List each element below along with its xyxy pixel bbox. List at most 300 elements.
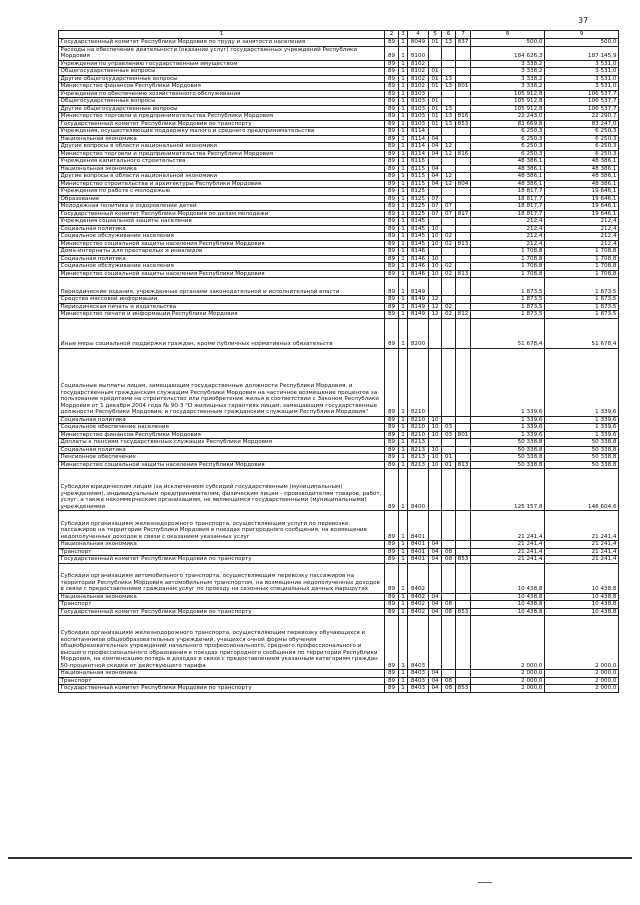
table-row — [59, 225, 619, 233]
table-cell: Средства массовой информации — [59, 296, 385, 304]
table-cell: 04 — [429, 541, 442, 549]
table-cell: 02 — [442, 240, 456, 248]
table-cell: 50 338,8 — [545, 446, 619, 454]
table-cell: Национальная экономика — [59, 135, 385, 143]
table-cell: 04 — [429, 556, 442, 564]
table-cell: 8213 — [408, 446, 429, 454]
table-row — [59, 685, 619, 693]
table-cell: Социальное обслуживание населения — [59, 263, 385, 271]
table-cell: Иные меры социальной поддержки граждан, кроме публичных нормативных обязательств — [59, 318, 385, 348]
table-cell: 89 — [385, 469, 399, 511]
table-cell: 21 241,4 — [545, 548, 619, 556]
table-cell — [429, 563, 442, 593]
table-cell: 1 — [399, 150, 408, 158]
table-cell — [456, 303, 471, 311]
table-cell: 21 241,4 — [545, 556, 619, 564]
table-cell: 1 — [399, 135, 408, 143]
table-cell: 1 — [399, 608, 408, 616]
table-cell: Социальное обеспечение населения — [59, 424, 385, 432]
table-cell: Социальная политика — [59, 255, 385, 263]
table-row — [59, 143, 619, 151]
table-cell: 1 — [399, 180, 408, 188]
table-cell — [429, 439, 442, 447]
table-cell: 1 — [399, 218, 408, 226]
table-cell: Учреждения социальной защиты населения — [59, 218, 385, 226]
table-cell — [456, 548, 471, 556]
table-cell — [429, 128, 442, 136]
column-header: 9 — [545, 31, 619, 39]
table-cell: 212,4 — [545, 218, 619, 226]
table-cell: 1 — [399, 113, 408, 121]
table-cell — [442, 439, 456, 447]
table-cell: 89 — [385, 120, 399, 128]
table-cell: 02 — [442, 311, 456, 319]
table-cell: 1 — [399, 83, 408, 91]
table-cell: 48 386,1 — [545, 165, 619, 173]
table-cell: 19 646,1 — [545, 203, 619, 211]
table-cell — [442, 616, 456, 670]
column-header: 7 — [456, 31, 471, 39]
table-cell: 1 — [399, 670, 408, 678]
table-cell — [429, 46, 442, 60]
table-row — [59, 303, 619, 311]
table-cell: Социальное обслуживание населения — [59, 233, 385, 241]
table-cell: 1 — [399, 556, 408, 564]
table-cell: Молодежная политика и оздоровление детей — [59, 203, 385, 211]
table-cell: 2 000,0 — [545, 685, 619, 693]
table-cell: 1 — [399, 616, 408, 670]
table-cell: 89 — [385, 431, 399, 439]
table-cell — [456, 188, 471, 196]
table-cell: 1 — [399, 548, 408, 556]
table-row — [59, 46, 619, 60]
table-cell: 212,4 — [471, 225, 545, 233]
table-cell: 89 — [385, 296, 399, 304]
table-row — [59, 120, 619, 128]
table-cell: 01 — [429, 39, 442, 47]
table-cell: 08 — [442, 601, 456, 609]
table-cell: 89 — [385, 90, 399, 98]
table-row — [59, 556, 619, 564]
table-cell: 6 250,3 — [545, 135, 619, 143]
table-cell: 89 — [385, 113, 399, 121]
table-cell: 8210 — [408, 348, 429, 416]
table-cell: 8114 — [408, 128, 429, 136]
table-cell: 89 — [385, 105, 399, 113]
table-cell — [442, 318, 456, 348]
table-cell — [456, 416, 471, 424]
table-cell: Министерство социальной защиты населения Республики Мордовия — [59, 461, 385, 469]
table-row — [59, 188, 619, 196]
table-cell: 8146 — [408, 270, 429, 278]
table-cell — [456, 439, 471, 447]
table-header-row — [59, 31, 619, 39]
table-cell — [429, 60, 442, 68]
table-cell: 500,0 — [545, 39, 619, 47]
table-cell — [442, 90, 456, 98]
table-cell: 105 912,8 — [471, 105, 545, 113]
table-cell: 1 — [399, 541, 408, 549]
table-cell: 8115 — [408, 180, 429, 188]
table-cell — [456, 263, 471, 271]
table-cell — [442, 46, 456, 60]
table-row — [59, 180, 619, 188]
table-cell: 18 817,7 — [471, 195, 545, 203]
table-cell: 1 — [399, 593, 408, 601]
table-cell: 1 — [399, 469, 408, 511]
table-cell: 89 — [385, 128, 399, 136]
table-cell: 21 241,4 — [545, 511, 619, 541]
table-cell: 8125 — [408, 210, 429, 218]
table-row — [59, 173, 619, 181]
table-cell: 10 438,8 — [471, 593, 545, 601]
table-cell: 105 912,8 — [471, 98, 545, 106]
table-cell: 1 873,5 — [545, 278, 619, 296]
table-cell: 89 — [385, 416, 399, 424]
table-cell: 8103 — [408, 105, 429, 113]
table-cell: 106 537,7 — [545, 98, 619, 106]
table-cell: 1 — [399, 303, 408, 311]
table-cell: 89 — [385, 225, 399, 233]
table-cell — [442, 541, 456, 549]
table-cell: 2 000,0 — [471, 685, 545, 693]
table-cell: 812 — [456, 311, 471, 319]
table-cell: 48 386,1 — [471, 173, 545, 181]
table-cell: 3 338,2 — [471, 60, 545, 68]
table-cell: 89 — [385, 616, 399, 670]
table-cell: 1 — [399, 173, 408, 181]
table-cell: 6 250,3 — [471, 143, 545, 151]
table-cell: 2 000,0 — [545, 670, 619, 678]
table-cell: 1 — [399, 454, 408, 462]
table-cell: 01 — [429, 98, 442, 106]
table-cell — [429, 469, 442, 511]
table-cell: 1 — [399, 601, 408, 609]
table-cell: 10 — [429, 225, 442, 233]
table-cell: 3 531,0 — [545, 60, 619, 68]
table-cell: 89 — [385, 303, 399, 311]
table-cell: 07 — [442, 210, 456, 218]
table-cell — [429, 90, 442, 98]
table-cell: 2 000,0 — [545, 616, 619, 670]
table-cell — [442, 158, 456, 166]
table-cell: Социальная политика — [59, 416, 385, 424]
table-cell: 500,0 — [471, 39, 545, 47]
table-cell: 1 708,8 — [471, 263, 545, 271]
table-cell: 04 — [429, 670, 442, 678]
table-cell: Периодические издания, учрежденные органами законодательной и исполнительной власти — [59, 278, 385, 296]
table-cell: 10 — [429, 263, 442, 271]
table-cell — [442, 68, 456, 76]
table-cell: 04 — [429, 150, 442, 158]
table-row — [59, 90, 619, 98]
table-row — [59, 158, 619, 166]
table-cell: 89 — [385, 608, 399, 616]
table-cell: 1 — [399, 90, 408, 98]
table-cell: 2 000,0 — [471, 677, 545, 685]
table-cell — [456, 296, 471, 304]
table-cell: 8210 — [408, 431, 429, 439]
table-cell: 106 537,7 — [545, 90, 619, 98]
table-cell: 801 — [456, 431, 471, 439]
table-cell: 3 531,0 — [545, 83, 619, 91]
table-cell: 212,4 — [471, 240, 545, 248]
table-cell: 89 — [385, 150, 399, 158]
table-cell: 04 — [429, 608, 442, 616]
table-cell: 48 386,1 — [471, 158, 545, 166]
budget-table — [58, 30, 619, 693]
table-cell: 10 — [429, 454, 442, 462]
table-cell: 1 — [399, 348, 408, 416]
table-cell: 1 — [399, 511, 408, 541]
table-cell: 48 386,1 — [471, 165, 545, 173]
table-cell — [456, 446, 471, 454]
table-cell: 187 145,9 — [545, 46, 619, 60]
table-cell: 8401 — [408, 548, 429, 556]
table-cell: 04 — [429, 548, 442, 556]
table-cell: 89 — [385, 135, 399, 143]
table-cell: 1 708,8 — [545, 263, 619, 271]
table-cell: 13 — [442, 75, 456, 83]
table-cell: 21 241,4 — [471, 511, 545, 541]
table-cell — [429, 188, 442, 196]
table-cell: 8213 — [408, 454, 429, 462]
table-cell: 89 — [385, 218, 399, 226]
table-cell — [442, 218, 456, 226]
table-cell: 04 — [429, 601, 442, 609]
table-cell: Социальная политика — [59, 225, 385, 233]
table-cell: 1 — [399, 461, 408, 469]
table-cell: 04 — [429, 593, 442, 601]
table-row — [59, 270, 619, 278]
table-cell: 13 — [442, 113, 456, 121]
table-cell: 1 — [399, 278, 408, 296]
table-cell: 1 — [399, 203, 408, 211]
table-cell: 01 — [442, 454, 456, 462]
table-cell: 12 — [442, 150, 456, 158]
table-cell: 89 — [385, 556, 399, 564]
table-cell: 1 — [399, 446, 408, 454]
table-cell: Министерство печати и информации Республики Мордовия — [59, 311, 385, 319]
table-row — [59, 150, 619, 158]
table-row — [59, 255, 619, 263]
table-cell: 1 — [399, 685, 408, 693]
table-cell: 1 — [399, 233, 408, 241]
table-cell: 817 — [456, 210, 471, 218]
table-cell: 12 — [442, 143, 456, 151]
table-cell: 3 531,0 — [545, 68, 619, 76]
table-cell — [442, 511, 456, 541]
table-row — [59, 165, 619, 173]
table-row — [59, 424, 619, 432]
table-cell: 1 339,6 — [471, 424, 545, 432]
table-cell — [442, 670, 456, 678]
table-cell: Учреждения по управлению государственным имуществом — [59, 60, 385, 68]
table-row — [59, 68, 619, 76]
table-cell: 1 — [399, 188, 408, 196]
table-cell: 8125 — [408, 203, 429, 211]
table-cell: 21 241,4 — [471, 541, 545, 549]
table-cell: 146 604,6 — [545, 469, 619, 511]
table-cell: 8146 — [408, 255, 429, 263]
table-cell: Учреждения, осуществляющие поддержку малого и среднего предпринимательства — [59, 128, 385, 136]
table-cell: 89 — [385, 173, 399, 181]
table-cell: 1 873,5 — [471, 311, 545, 319]
table-cell: 08 — [442, 677, 456, 685]
table-cell: 8210 — [408, 424, 429, 432]
table-cell: Национальная экономика — [59, 593, 385, 601]
table-row — [59, 233, 619, 241]
table-cell: 816 — [456, 113, 471, 121]
table-cell: 853 — [456, 120, 471, 128]
table-cell: 12 — [429, 311, 442, 319]
table-row — [59, 461, 619, 469]
table-cell: 8125 — [408, 195, 429, 203]
table-row — [59, 416, 619, 424]
table-cell — [456, 195, 471, 203]
table-cell: 02 — [442, 270, 456, 278]
table-cell: 853 — [456, 685, 471, 693]
table-cell: 1 339,6 — [545, 424, 619, 432]
table-row — [59, 240, 619, 248]
table-cell: 89 — [385, 461, 399, 469]
table-cell: 3 338,2 — [471, 68, 545, 76]
table-cell: Государственный комитет Республики Мордовия по транспорту — [59, 608, 385, 616]
table-row — [59, 218, 619, 226]
table-cell: Доплаты к пенсиям государственных служащих Республики Мордовия — [59, 439, 385, 447]
table-cell: Учреждения по обеспечению хозяйственного обслуживания — [59, 90, 385, 98]
table-cell: Образование — [59, 195, 385, 203]
table-cell: 89 — [385, 548, 399, 556]
table-cell: 8149 — [408, 278, 429, 296]
table-cell: 10 438,8 — [545, 608, 619, 616]
table-cell: 89 — [385, 278, 399, 296]
table-cell: 48 386,1 — [545, 158, 619, 166]
table-cell: 1 — [399, 240, 408, 248]
table-cell: 8102 — [408, 75, 429, 83]
table-cell: 1 — [399, 318, 408, 348]
table-cell — [429, 348, 442, 416]
table-cell: 07 — [442, 203, 456, 211]
table-cell: 04 — [429, 685, 442, 693]
table-cell: 1 — [399, 431, 408, 439]
table-cell — [456, 158, 471, 166]
table-cell: 212,4 — [471, 233, 545, 241]
table-cell: 1 — [399, 270, 408, 278]
table-cell: 89 — [385, 439, 399, 447]
table-cell: 8403 — [408, 685, 429, 693]
table-cell: 13 — [442, 39, 456, 47]
table-cell: 89 — [385, 270, 399, 278]
table-cell: 10 — [429, 461, 442, 469]
table-cell: Министерство строительства и архитектуры Республики Мордовия — [59, 180, 385, 188]
table-row — [59, 203, 619, 211]
table-cell: Субсидии организациям автомобильного транспорта, осуществляющим перевозку пассажиров на территории Республики Мордовия автомобильным транспортом, на возмещение недополученных доходов в связи с предоставлением гражданам услуг по проезду на сезонных специальных дачных маршрутах — [59, 563, 385, 593]
table-cell: 03 — [442, 424, 456, 432]
column-header: 6 — [442, 31, 456, 39]
table-cell: 1 708,8 — [545, 270, 619, 278]
table-row — [59, 39, 619, 47]
table-cell: 48 386,1 — [471, 180, 545, 188]
table-cell — [442, 225, 456, 233]
table-cell: Общегосударственные вопросы — [59, 98, 385, 106]
table-cell — [456, 143, 471, 151]
table-cell: 21 241,4 — [471, 548, 545, 556]
table-cell: 1 — [399, 677, 408, 685]
table-cell: 51 678,4 — [471, 318, 545, 348]
table-cell: 10 — [429, 431, 442, 439]
column-header: 8 — [471, 31, 545, 39]
table-cell: 83 247,0 — [545, 120, 619, 128]
table-cell: 50 338,8 — [545, 461, 619, 469]
table-cell: 1 873,5 — [471, 303, 545, 311]
table-row — [59, 248, 619, 256]
table-cell — [456, 60, 471, 68]
table-cell: 1 — [399, 195, 408, 203]
table-cell: 2 000,0 — [471, 670, 545, 678]
table-cell: 1 708,8 — [545, 255, 619, 263]
table-cell — [456, 173, 471, 181]
table-cell: Расходы на обеспечение деятельности (оказание услуг) государственных учреждений Республики Мордовия — [59, 46, 385, 60]
table-cell: Периодическая печать и издательства — [59, 303, 385, 311]
table-cell: Другие общегосударственные вопросы — [59, 75, 385, 83]
table-cell: 19 646,1 — [545, 210, 619, 218]
table-cell: Транспорт — [59, 677, 385, 685]
table-cell: 8100 — [408, 46, 429, 60]
table-cell: 12 — [429, 296, 442, 304]
table-row — [59, 135, 619, 143]
table-cell: 106 537,7 — [545, 105, 619, 113]
table-cell — [456, 454, 471, 462]
table-cell: 8213 — [408, 439, 429, 447]
table-cell: 1 708,8 — [545, 248, 619, 256]
table-cell: 3 338,2 — [471, 75, 545, 83]
table-cell: 8210 — [408, 416, 429, 424]
table-cell: Пенсионное обеспечение — [59, 454, 385, 462]
table-cell: 212,4 — [545, 225, 619, 233]
table-cell: 1 — [399, 143, 408, 151]
table-cell: 50 338,8 — [471, 439, 545, 447]
table-cell: Другие общегосударственные вопросы — [59, 105, 385, 113]
table-cell: 89 — [385, 348, 399, 416]
table-cell: 3 531,0 — [545, 75, 619, 83]
table-cell: 1 — [399, 416, 408, 424]
table-cell: 10 438,8 — [471, 563, 545, 593]
table-cell: 89 — [385, 98, 399, 106]
table-cell: 02 — [442, 263, 456, 271]
table-cell: 8403 — [408, 677, 429, 685]
table-cell: 04 — [429, 180, 442, 188]
table-cell: 22 290,7 — [545, 113, 619, 121]
table-cell: 50 338,8 — [471, 461, 545, 469]
table-row — [59, 446, 619, 454]
table-cell: 08 — [442, 685, 456, 693]
table-row — [59, 210, 619, 218]
table-cell: 8401 — [408, 556, 429, 564]
table-cell: 1 339,6 — [471, 431, 545, 439]
table-cell: 89 — [385, 210, 399, 218]
table-row — [59, 677, 619, 685]
table-cell: 02 — [442, 233, 456, 241]
table-cell: 89 — [385, 263, 399, 271]
table-cell: 10 — [429, 240, 442, 248]
table-cell: 1 873,5 — [471, 296, 545, 304]
table-row — [59, 75, 619, 83]
table-cell: 89 — [385, 158, 399, 166]
table-cell: 1 — [399, 439, 408, 447]
table-row — [59, 278, 619, 296]
table-cell: 212,4 — [471, 218, 545, 226]
